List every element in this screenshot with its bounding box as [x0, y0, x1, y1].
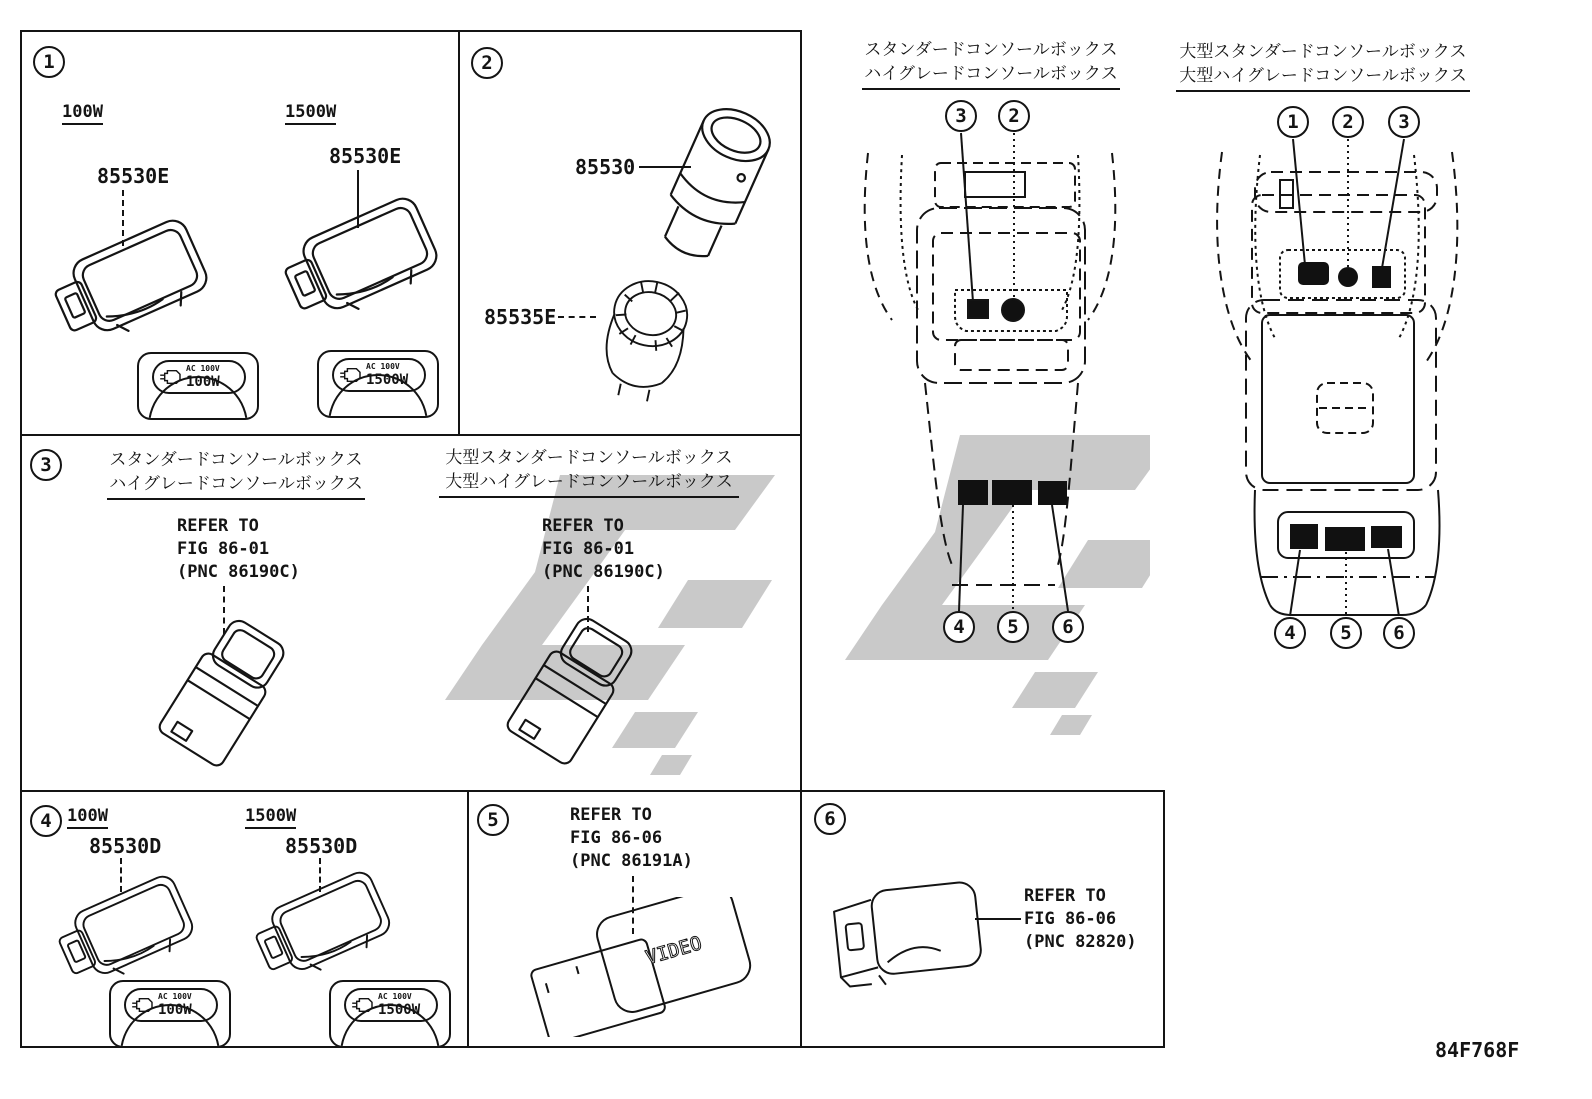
callout-6: 6	[814, 803, 846, 835]
heading-line-1: 大型スタンダードコンソールボックス	[445, 448, 733, 468]
outlet-faceplate-100w	[109, 980, 231, 1048]
callout-4: 4	[30, 805, 62, 837]
figure-code: 84F768F	[1435, 1038, 1520, 1062]
plate-wattage: 1500W	[366, 372, 409, 388]
part-number-85530D-left: 85530D	[89, 834, 162, 858]
part-number-85535E: 85535E	[484, 305, 557, 329]
standard-console-heading	[862, 38, 1120, 90]
callout-1-large-console: 1	[1277, 106, 1309, 138]
wattage-label-100w: 100W	[62, 102, 103, 125]
plate-voltage: AC 100V	[186, 364, 220, 373]
plate-voltage: AC 100V	[158, 992, 192, 1001]
callout-3: 3	[30, 449, 62, 481]
callout-5-standard-console: 5	[997, 611, 1029, 643]
callout-6-standard-console: 6	[1052, 611, 1084, 643]
callout-3-large-console: 3	[1388, 106, 1420, 138]
part-number-85530E-left: 85530E	[97, 164, 170, 188]
heading-line-2: 大型ハイグレードコンソールボックス	[445, 472, 733, 492]
console-type-heading-standard	[107, 448, 365, 500]
callout-2-standard-console: 2	[998, 100, 1030, 132]
ac-outlet-drawing-100w	[37, 862, 212, 994]
callout-4-standard-console: 4	[943, 611, 975, 643]
refer-note-video-adapter: REFER TO FIG 86-06 (PNC 86191A)	[570, 805, 693, 871]
refer-note-rear-outlet: REFER TO FIG 86-06 (PNC 82820)	[1024, 886, 1137, 952]
heading-line-2: ハイグレードコンソールボックス	[109, 474, 363, 494]
wattage-label-1500w: 1500W	[245, 806, 296, 829]
socket-cap-drawing	[588, 254, 698, 424]
plate-wattage: 100W	[186, 374, 220, 390]
wattage-label-1500w: 1500W	[285, 102, 336, 125]
plate-wattage: 1500W	[378, 1002, 421, 1018]
wattage-label-100w: 100W	[67, 806, 108, 829]
plate-wattage: 100W	[158, 1002, 192, 1018]
heading-line-1: 大型スタンダードコンソールボックス	[1179, 42, 1467, 62]
callout-3-standard-console: 3	[945, 100, 977, 132]
outlet-faceplate-100w	[137, 352, 259, 420]
part-number-85530: 85530	[575, 155, 636, 179]
console-type-heading-large	[439, 446, 739, 498]
callout-2: 2	[471, 47, 503, 79]
callout-5: 5	[477, 804, 509, 836]
ac-outlet-drawing-1500w	[234, 858, 409, 990]
panel-3	[20, 434, 802, 792]
callout-1: 1	[33, 46, 65, 78]
power-socket-drawing	[653, 100, 771, 278]
standard-console-drawing	[840, 95, 1140, 655]
heading-line-2: ハイグレードコンソールボックス	[864, 64, 1118, 84]
large-console-drawing	[1180, 100, 1492, 655]
part-number-85530E-right: 85530E	[329, 144, 402, 168]
plate-voltage: AC 100V	[366, 362, 400, 371]
panel-1	[20, 30, 460, 436]
callout-5-large-console: 5	[1330, 617, 1362, 649]
panel-4	[20, 790, 469, 1048]
ac-outlet-drawing-100w	[37, 204, 222, 354]
heading-line-1: スタンダードコンソールボックス	[109, 450, 363, 470]
refer-note-standard: REFER TO FIG 86-01 (PNC 86190C)	[177, 516, 300, 582]
video-adapter-drawing	[519, 897, 759, 1037]
callout-2-large-console: 2	[1332, 106, 1364, 138]
heading-line-1: スタンダードコンソールボックス	[864, 40, 1118, 60]
callout-6-large-console: 6	[1383, 617, 1415, 649]
ac-outlet-drawing-1500w	[267, 182, 452, 332]
plate-voltage: AC 100V	[378, 992, 412, 1001]
ac-outlet-switch-drawing-standard	[152, 606, 297, 771]
video-module-text: VIDEO	[643, 932, 705, 970]
outlet-faceplate-1500w	[317, 350, 439, 418]
ac-outlet-switch-drawing-large	[500, 604, 645, 769]
panel-2	[458, 30, 802, 436]
heading-line-2: 大型ハイグレードコンソールボックス	[1179, 66, 1467, 86]
panel-5	[467, 790, 802, 1048]
accessory-socket-drawing	[827, 874, 992, 999]
large-console-heading	[1176, 40, 1470, 92]
callout-4-large-console: 4	[1274, 617, 1306, 649]
refer-note-large: REFER TO FIG 86-01 (PNC 86190C)	[542, 516, 665, 582]
panel-6	[800, 790, 1165, 1048]
outlet-faceplate-1500w	[329, 980, 451, 1048]
part-number-85530D-right: 85530D	[285, 834, 358, 858]
